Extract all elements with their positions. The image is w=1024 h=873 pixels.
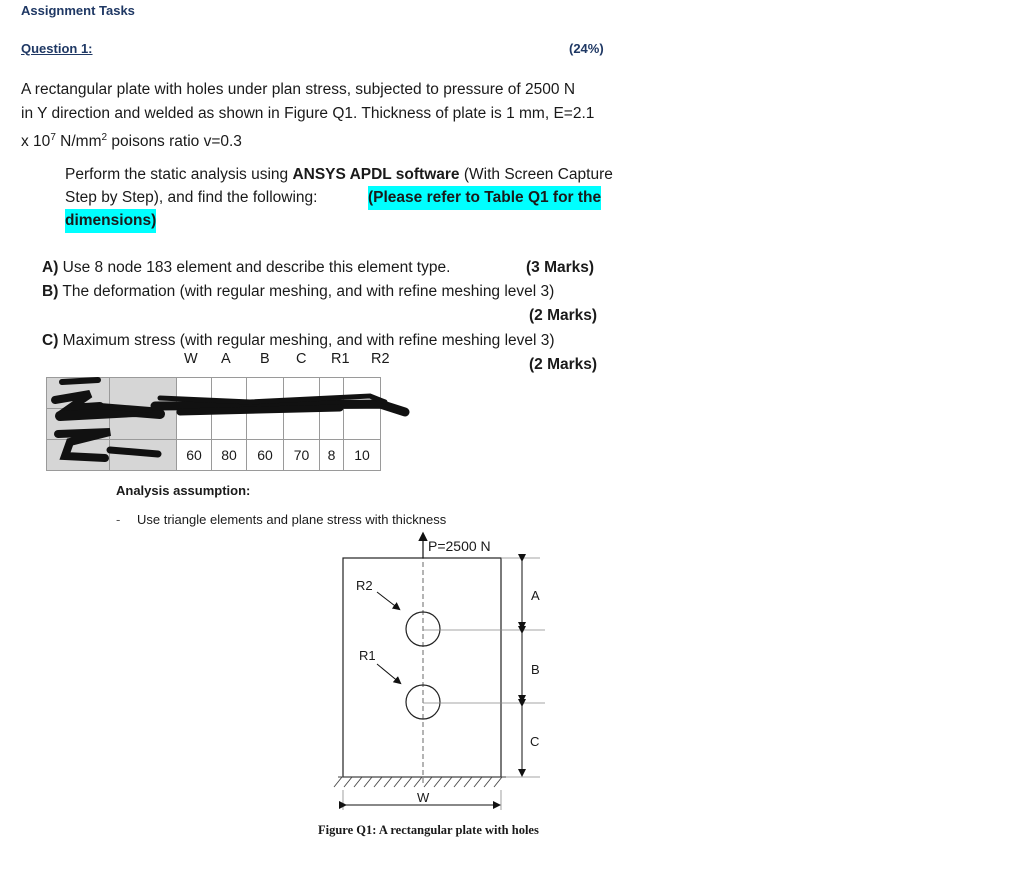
col-header-b: B [260,351,270,367]
value-r2: 10 [344,440,381,471]
intro-line-3: x $10^7$ $N/mm^2$ poisons ratio v=0.3 [21,132,242,151]
col-header-w: W [184,351,198,367]
question-label: Question 1: [21,41,93,56]
value-b: 60 [247,440,284,471]
item-c-marks: (2 Marks) [529,356,598,373]
figure-q1 [300,528,560,818]
value-c: 70 [284,440,320,471]
r2-leader [377,592,399,609]
assignment-title: Assignment Tasks [21,3,135,18]
redaction-scribble [40,372,420,472]
value-w: 60 [177,440,212,471]
welded-support-hatch [334,777,506,787]
load-label: P=2500 N [428,538,491,554]
dim-b-label: B [531,662,540,677]
item-c: C) Maximum stress (with regular meshing, and with refine meshing level 3) [42,332,555,349]
col-header-c: C [296,351,307,367]
r1-leader [377,664,400,683]
col-header-r1: R1 [331,351,350,367]
intro-line-2: in Y direction and welded as shown in Figure Q1. Thickness of plate is 1 mm, E=2.1 [21,105,595,122]
col-header-r2: R2 [371,351,390,367]
item-a: A) Use 8 node 183 element and describe this element type. [42,259,451,276]
dim-a-label: A [531,588,540,603]
col-header-a: A [221,351,231,367]
assumption-text: Use triangle elements and plane stress with thickness [137,512,447,527]
r1-label: R1 [359,648,376,663]
item-b: B) The deformation (with regular meshing, and with refine meshing level 3) [42,283,555,300]
assumption-title: Analysis assumption: [116,483,251,498]
r2-label: R2 [356,578,373,593]
figure-caption: Figure Q1: A rectangular plate with holes [318,823,539,837]
value-r1: 8 [320,440,344,471]
question-weight: (24%) [569,41,604,56]
intro-line-1: A rectangular plate with holes under plan stress, subjected to pressure of 2500 N [21,81,576,98]
table-reference-highlight-cont: dimensions) [65,209,156,233]
item-a-marks: (3 Marks) [526,259,595,276]
value-a: 80 [212,440,247,471]
table-column-headers [176,351,390,371]
task-line-1: Perform the static analysis using ANSYS APDL software (With Screen Capture [65,166,613,183]
item-b-marks: (2 Marks) [529,307,598,324]
dim-w-label: W [417,790,430,805]
table-reference-highlight: (Please refer to Table Q1 for the [368,186,601,210]
dim-c-label: C [530,734,540,749]
task-line-2: Step by Step), and find the following: [65,189,318,206]
assumption-bullet: - [116,512,121,527]
